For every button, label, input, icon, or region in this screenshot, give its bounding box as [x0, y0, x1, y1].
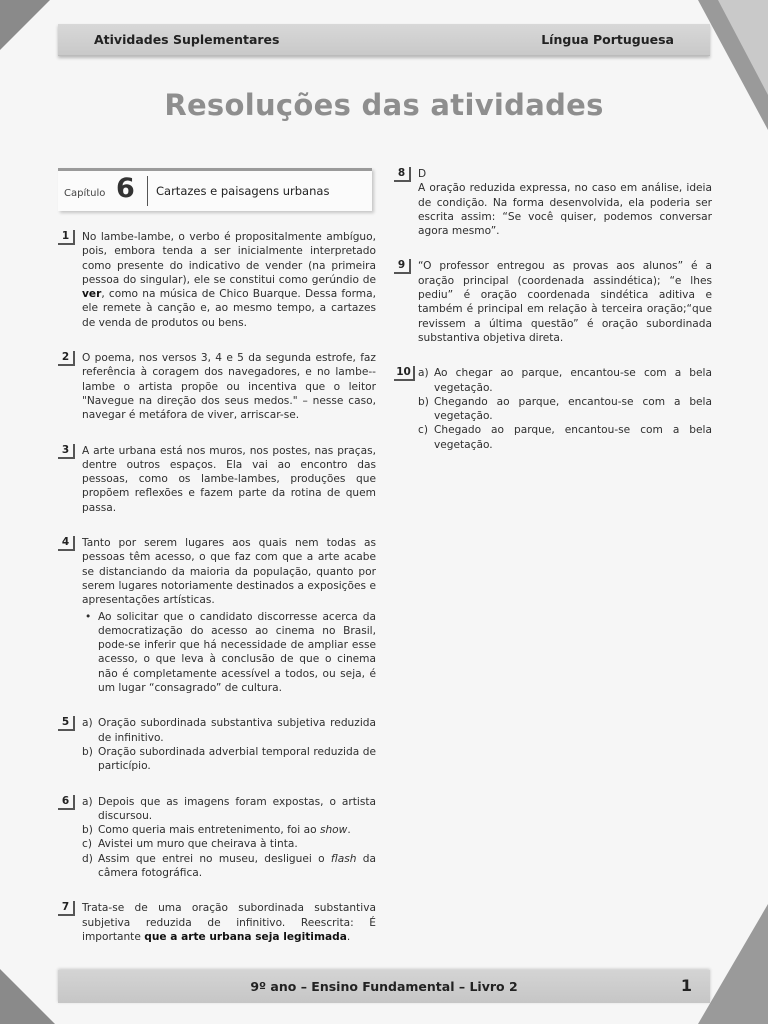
corner-decoration	[718, 0, 768, 95]
item-text: Trata-se de uma oração subordinada substantiva subjetiva reduzida de infinitivo. Reescrita: É importante que a arte urbana seja legitimada.	[82, 902, 376, 943]
item-number: 10	[394, 366, 415, 381]
corner-decoration	[698, 904, 768, 1024]
answer-item-7	[58, 901, 376, 944]
sub-item: b) Oração subordinada adverbial temporal reduzida de particípio.	[82, 745, 376, 773]
bullet-item	[82, 610, 376, 696]
answer-item-3	[58, 444, 376, 515]
item-text: No lambe-lambe, o verbo é propositalmente ambíguo, pois, embora tenda a ser inicialmente interpretado como presente do indicativo de vender (na primeira pessoa do singular), ele se constitui como gerúndio de ver, como na música de Chico Buarque. Dessa forma, ele remete à canção e, ao mesmo tempo, a cartazes de venda de produtos ou bens.	[82, 231, 376, 329]
bullet-text: Ao solicitar que o candidato discorresse acerca da democratização do acesso ao cinema no Brasil, pode-se inferir que há necessidade de ampliar esse acesso, o que leva à conclusão de que o cinema não é completamente acessível a todos, ou seja, é um lugar “consagrado” de cultura.	[98, 610, 376, 695]
chapter-box	[58, 168, 372, 211]
item-answer: D	[418, 168, 427, 180]
answer-item-5	[58, 716, 376, 773]
header-left: Atividades Suplementares	[94, 32, 280, 47]
sub-item: a) Depois que as imagens foram expostas, o artista discursou.	[82, 795, 376, 822]
item-number: 8	[394, 167, 411, 182]
corner-decoration	[0, 969, 55, 1024]
answer-item-6	[58, 795, 376, 881]
answer-item-4	[58, 536, 376, 695]
sub-item: d) Assim que entrei no museu, desliguei o flash da câmera fotográfica.	[82, 852, 376, 879]
item-number: 1	[58, 230, 75, 245]
header-bar	[58, 24, 710, 56]
item-number: 6	[58, 795, 75, 810]
sub-item: c) Chegado ao parque, encantou-se com a bela vegetação.	[418, 424, 712, 451]
item-text: “O professor entregou as provas aos alunos” é a oração principal (coordenada assindética); “e lhes pediu” é oração coordenada sindética aditiva e também é principal em relação à terceira oração;“que revissem a última questão” é oração subordinada substantiva objetiva direta.	[418, 260, 712, 344]
footer-bar	[58, 970, 710, 1003]
sub-item: a) Ao chegar ao parque, encantou-se com a bela vegetação.	[418, 367, 712, 394]
bullet-dot: •	[85, 610, 92, 623]
item-text: A oração reduzida expressa, no caso em análise, ideia de condição. Na forma desenvolvida, ela poderia ser escrita assim: “Se você quiser, podemos conversar agora mesmo”.	[418, 182, 712, 238]
item-number: 5	[58, 716, 75, 731]
sub-item: c) Avistei um muro que cheirava à tinta.	[82, 838, 298, 851]
item-number: 9	[394, 259, 411, 274]
item-number: 4	[58, 536, 75, 551]
sub-item: b) Chegando ao parque, encantou-se com a bela vegetação.	[418, 395, 712, 423]
item-number: 3	[58, 444, 75, 459]
chapter-title: Cartazes e paisagens urbanas	[156, 184, 330, 198]
right-column	[394, 167, 712, 452]
item-text: A arte urbana está nos muros, nos postes, nas praças, dentre outros espaços. Ela vai ao encontro das pessoas, como os lambe-lambes, produções que propõem reflexões e fazem parte da rotina de quem passa.	[82, 444, 376, 514]
answer-item-2	[58, 351, 376, 422]
sub-item: a) Oração subordinada substantiva subjetiva reduzida de infinitivo.	[82, 717, 376, 744]
corner-decoration	[0, 0, 50, 50]
item-number: 2	[58, 351, 75, 366]
footer-text: 9º ano – Ensino Fundamental – Livro 2	[250, 979, 518, 994]
item-text: O poema, nos versos 3, 4 e 5 da segunda estrofe, faz referência à coragem dos navegadores, e no lambe--lambe o artista propõe ou incentiva que o leitor "Navegue na direção dos seus medos." – nesse caso, navegar é metáfora de viver, arriscar-se.	[82, 352, 376, 422]
item-number: 7	[58, 901, 75, 916]
chapter-label: Capítulo	[64, 188, 106, 199]
page-number: 1	[680, 976, 692, 995]
left-column	[58, 230, 376, 944]
answer-item-10	[394, 366, 712, 452]
answer-item-1	[58, 230, 376, 330]
sub-item: b) Como queria mais entretenimento, foi ao show.	[82, 824, 351, 837]
answer-item-9	[394, 259, 712, 345]
chapter-number: 6	[116, 173, 135, 204]
header-right: Língua Portuguesa	[541, 32, 674, 47]
item-text: Tanto por serem lugares aos quais nem todas as pessoas têm acesso, o que faz com que a arte acabe se distanciando da maioria da população, quanto por serem lugares notoriamente destinados a exposições e apresentações artísticas.	[82, 537, 376, 607]
answer-item-8	[394, 167, 712, 238]
page-title: Resoluções das atividades	[164, 88, 604, 122]
chapter-divider	[147, 176, 148, 206]
